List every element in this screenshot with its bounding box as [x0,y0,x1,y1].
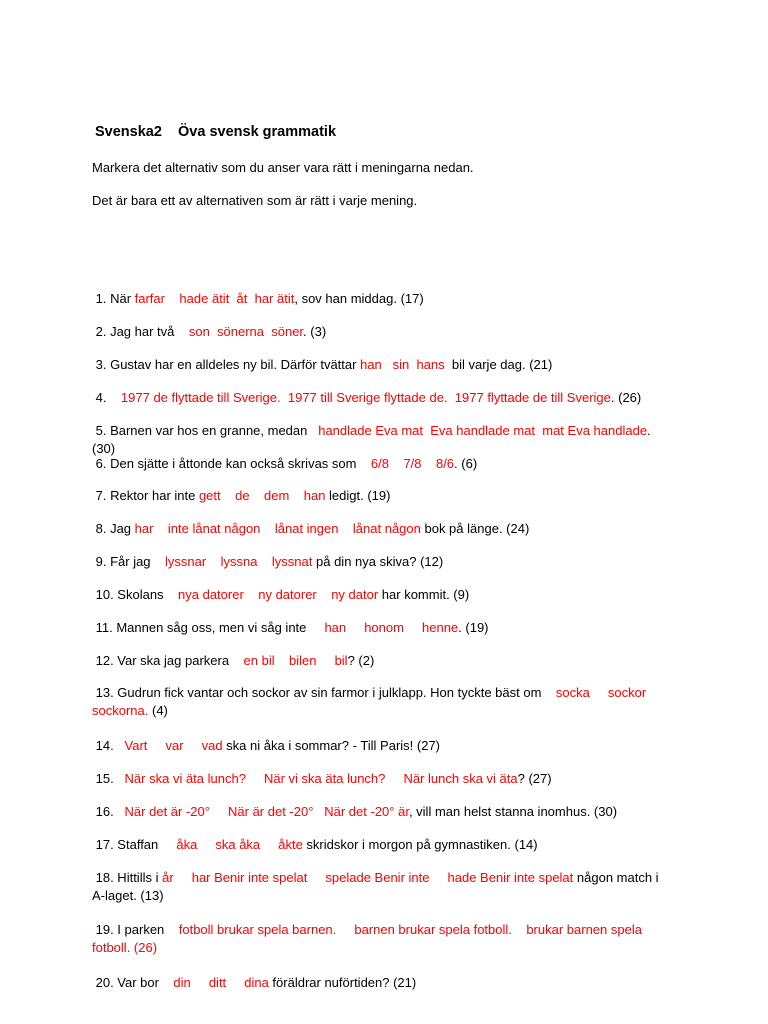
sentence-text: ledigt. (19) [325,488,391,503]
sentence-text: bok på länge. (24) [420,521,530,536]
exercise-item [92,455,672,473]
answer-options: 6/8 7/8 8/6 [370,456,455,471]
sentence-text: 3. Gustav har en alldeles ny bil. Därför tvättar [92,357,361,372]
sentence-text: , vill man helst stanna inomhus. (30) [408,804,618,819]
answer-options: nya datorer ny datorer ny dator [178,587,379,602]
answer-options: farfar hade ätit åt har ätit [134,291,295,306]
sentence-text: 10. Skolans [92,587,179,602]
sentence-text: 14. [92,738,125,753]
sentence-text: . (30) [92,423,655,456]
exercise-item [92,520,672,538]
sentence-text: . (19) [458,620,489,635]
sentence-text: 7. Rektor har inte [92,488,199,503]
exercise-item [92,619,672,637]
sentence-text: skridskor i morgon på gymnastiken. (14) [302,837,538,852]
answer-options: han honom henne [324,620,459,635]
exercise-item [92,869,672,905]
sentence-text: någon match i A-laget. (13) [92,870,662,903]
sentence-text: föräldrar nuförtiden? (21) [268,975,417,990]
sentence-text: 15. [92,771,125,786]
sentence-text: (4) [148,703,168,718]
exercise-item [92,553,672,571]
sentence-text: på din nya skiva? (12) [312,554,444,569]
exercise-item [92,290,672,308]
answer-options: lyssnar lyssna lyssnat [165,554,313,569]
sentence-text: . (26) [610,390,642,405]
exercise-item [92,974,672,992]
instruction-line-1: Markera det alternativ som du anser vara rätt i meningarna nedan. [92,160,474,175]
exercise-item [92,323,672,341]
answer-options: socka sockor sockorna. [92,685,665,718]
answer-options: åka ska åka åkte [176,837,303,852]
answer-options: gett de dem han [198,488,326,503]
sentence-text: 4. [92,390,121,405]
sentence-text: 9. Får jag [92,554,165,569]
answer-options: När det är -20° När är det -20° När det -20° är [124,804,409,819]
exercise-item [92,389,672,407]
answer-options: fotboll brukar spela barnen. barnen brukar spela fotboll. brukar barnen spela fotboll. (26) [92,922,646,955]
exercise-item [92,803,672,821]
answer-options: har inte lånat någon lånat ingen lånat någon [134,521,421,536]
sentence-text: . (3) [303,324,327,339]
answer-options: Vart var vad [124,738,223,753]
answer-options: 1977 de flyttade till Sverige. 1977 till Sverige flyttade de. 1977 flyttade de till Sverige [120,390,611,405]
sentence-text: har kommit. (9) [378,587,470,602]
exercise-item [92,586,672,604]
sentence-text: 20. Var bor [92,975,174,990]
exercise-item [92,684,672,720]
answer-options: en bil bilen bil [243,653,348,668]
sentence-text: 11. Mannen såg oss, men vi såg inte [92,620,325,635]
answer-options: son sönerna söner [188,324,304,339]
sentence-text: 16. [92,804,125,819]
sentence-text: ? (27) [517,771,552,786]
exercise-item [92,836,672,854]
answer-options: handlade Eva mat Eva handlade mat mat Eva handlade [318,423,648,438]
answer-options: han sin hans [360,357,445,372]
instruction-line-2: Det är bara ett av alternativen som är rätt i varje mening. [92,193,418,208]
sentence-text: 19. I parken [92,922,179,937]
sentence-text: ska ni åka i sommar? - Till Paris! (27) [222,738,441,753]
sentence-text: 12. Var ska jag parkera [92,653,244,668]
page-title: Svenska2 Öva svensk grammatik [95,124,337,140]
exercise-item [92,770,672,788]
sentence-text: 2. Jag har två [92,324,189,339]
exercise-item [92,652,672,670]
answer-options: år har Benir inte spelat spelade Benir inte hade Benir inte spelat [162,870,574,885]
sentence-text: 18. Hittills i [92,870,163,885]
sentence-text: bil varje dag. (21) [444,357,553,372]
exercise-item [92,921,672,957]
exercise-item [92,356,672,374]
exercise-item [92,487,672,505]
sentence-text: 5. Barnen var hos en granne, medan [92,423,319,438]
sentence-text: . (6) [454,456,478,471]
sentence-text: ? (2) [347,653,375,668]
sentence-text: 17. Staffan [92,837,177,852]
exercise-item [92,422,672,458]
sentence-text: , sov han middag. (17) [294,291,424,306]
answer-options: din ditt dina [173,975,269,990]
answer-options: När ska vi äta lunch? När vi ska äta lunch? När lunch ska vi äta [124,771,518,786]
sentence-text: 13. Gudrun fick vantar och sockor av sin farmor i julklapp. Hon tyckte bäst om [92,685,556,700]
sentence-text: 6. Den sjätte i åttonde kan också skrivas som [92,456,371,471]
sentence-text: 1. När [92,291,135,306]
exercise-item [92,737,672,755]
sentence-text: 8. Jag [92,521,135,536]
